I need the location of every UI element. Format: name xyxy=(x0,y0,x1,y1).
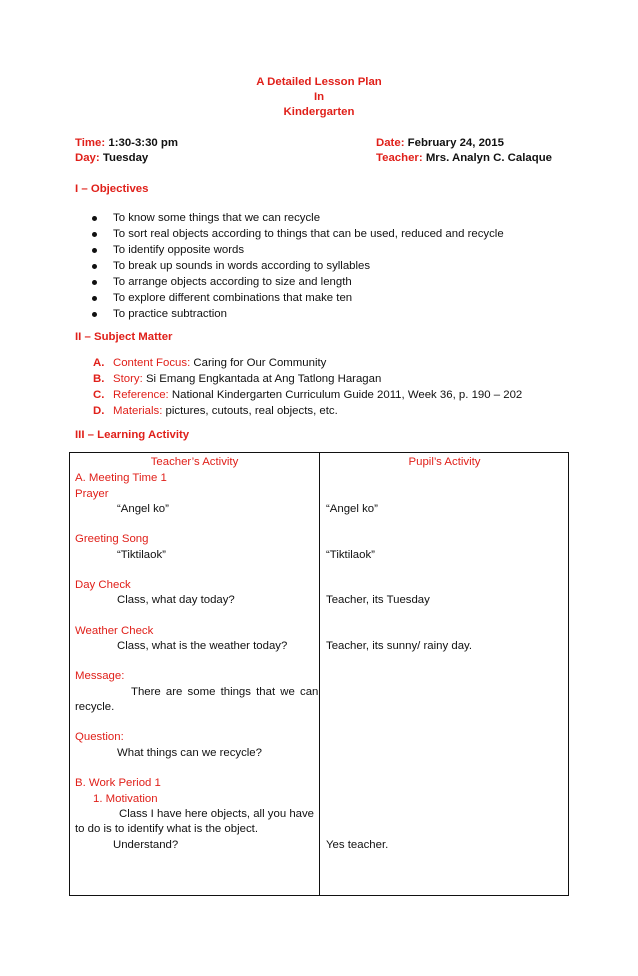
item-value: pictures, cutouts, real objects, etc. xyxy=(165,405,338,417)
item-letter: A. xyxy=(93,357,105,369)
list-item: To sort real objects according to things that can be used, reduced and recycle xyxy=(75,226,504,242)
list-item: To arrange objects according to size and length xyxy=(75,274,504,290)
question-label: Question: xyxy=(75,731,124,743)
motivation-text-line-3: Understand? xyxy=(113,839,179,851)
list-item: To break up sounds in words according to syllables xyxy=(75,258,504,274)
motivation-text-line-1: Class I have here objects, all you have xyxy=(119,808,315,820)
message-label: Message: xyxy=(75,670,125,682)
time-value: 1:30-3:30 pm xyxy=(108,137,178,149)
motivation-heading: 1. Motivation xyxy=(93,793,158,805)
date-label: Date: xyxy=(376,137,405,149)
day-value: Tuesday xyxy=(102,152,149,164)
time-field xyxy=(75,137,178,149)
objectives-list xyxy=(75,210,504,322)
pupil-prayer-response: “Angel ko” xyxy=(326,503,378,515)
title-line-1: A Detailed Lesson Plan xyxy=(256,76,382,88)
list-item xyxy=(75,387,522,403)
item-value: National Kindergarten Curriculum Guide 2011, Week 36, p. 190 – 202 xyxy=(171,389,523,401)
item-label: Content Focus: xyxy=(113,357,191,369)
item-label: Reference: xyxy=(113,389,169,401)
work-period-heading: B. Work Period 1 xyxy=(75,777,161,789)
greeting-song-text: “Tiktilaok” xyxy=(117,549,166,561)
motivation-text-line-2: to do is to identify what is the object. xyxy=(75,823,258,835)
teacher-field xyxy=(376,152,552,164)
greeting-song-label: Greeting Song xyxy=(75,533,149,545)
item-value: Caring for Our Community xyxy=(193,357,327,369)
day-field xyxy=(75,152,148,164)
day-check-label: Day Check xyxy=(75,579,131,591)
message-text-line-2: recycle. xyxy=(75,701,115,713)
message-text-line-1: There are some things that we can xyxy=(131,686,319,698)
list-item xyxy=(75,371,522,387)
learning-activity-heading: III – Learning Activity xyxy=(75,429,190,441)
item-label: Materials: xyxy=(113,405,163,417)
objectives-heading: I – Objectives xyxy=(75,183,149,195)
teacher-column-header: Teacher’s Activity xyxy=(150,456,239,468)
pupil-greeting-response: “Tiktilaok” xyxy=(326,549,375,561)
teacher-value: Mrs. Analyn C. Calaque xyxy=(425,152,552,164)
subject-matter-heading: II – Subject Matter xyxy=(75,331,173,343)
list-item: To practice subtraction xyxy=(75,306,504,322)
subject-matter-list xyxy=(75,355,522,419)
list-item xyxy=(75,403,522,419)
activity-table xyxy=(69,452,569,896)
list-item: To know some things that we can recycle xyxy=(75,210,504,226)
pupil-understand-response: Yes teacher. xyxy=(326,839,389,851)
prayer-label: Prayer xyxy=(75,488,109,500)
prayer-text: “Angel ko” xyxy=(117,503,169,515)
column-divider xyxy=(319,453,320,895)
list-item: To explore different combinations that make ten xyxy=(75,290,504,306)
weather-check-label: Weather Check xyxy=(75,625,154,637)
title-line-2: In xyxy=(313,91,325,103)
pupil-column-header: Pupil’s Activity xyxy=(408,456,481,468)
day-label: Day: xyxy=(75,152,100,164)
time-label: Time: xyxy=(75,137,106,149)
meeting-time-heading: A. Meeting Time 1 xyxy=(75,472,167,484)
item-value: Si Emang Engkantada at Ang Tatlong Haragan xyxy=(145,373,382,385)
weather-check-text: Class, what is the weather today? xyxy=(117,640,288,652)
pupil-day-response: Teacher, its Tuesday xyxy=(326,594,430,606)
item-letter: B. xyxy=(93,373,105,385)
date-value: February 24, 2015 xyxy=(407,137,504,149)
teacher-label: Teacher: xyxy=(376,152,423,164)
pupil-weather-response: Teacher, its sunny/ rainy day. xyxy=(326,640,473,652)
list-item: To identify opposite words xyxy=(75,242,504,258)
question-text: What things can we recycle? xyxy=(117,747,262,759)
title-line-3: Kindergarten xyxy=(283,106,355,118)
day-check-text: Class, what day today? xyxy=(117,594,235,606)
date-field xyxy=(376,137,504,149)
item-label: Story: xyxy=(113,373,143,385)
item-letter: D. xyxy=(93,405,105,417)
list-item xyxy=(75,355,522,371)
item-letter: C. xyxy=(93,389,105,401)
